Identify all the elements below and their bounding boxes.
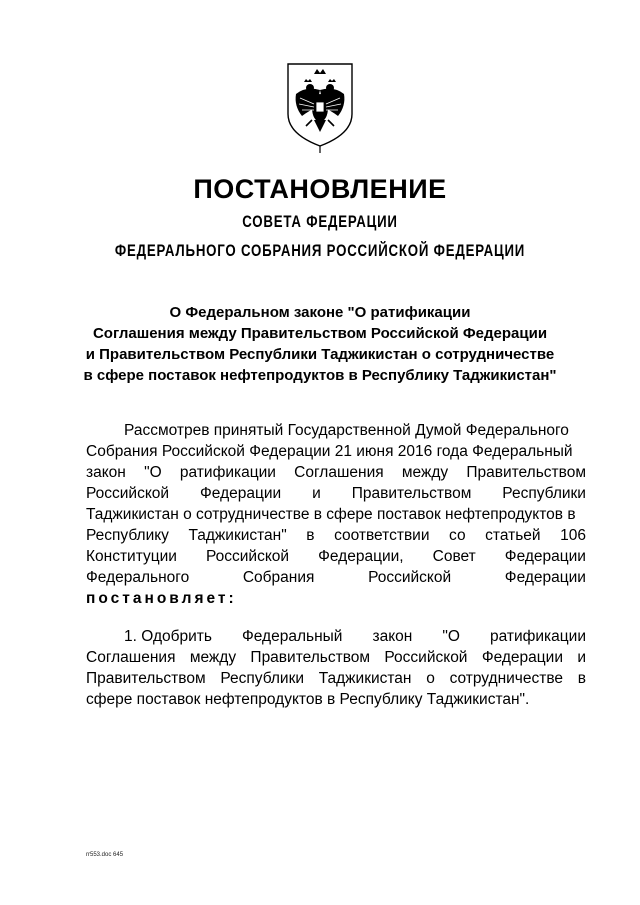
- clause-word: Таджикистан: [318, 670, 412, 687]
- body-word: "О: [144, 464, 162, 481]
- body-word: Собрания: [242, 569, 315, 586]
- clause-word: Республики: [220, 670, 305, 687]
- body-word: Конституции: [86, 548, 177, 565]
- heading-line: и Правительством Республики Таджикистан о сотрудничестве: [85, 346, 555, 363]
- body-word: Федерации,: [318, 548, 404, 565]
- body-word: Таджикистан": [188, 527, 287, 544]
- clause-word: закон: [372, 628, 413, 645]
- clause-word: 1. Одобрить: [124, 628, 212, 645]
- body-line: [86, 462, 586, 483]
- body-word: Правительством: [351, 485, 472, 502]
- document-subtitle-council: СОВЕТА ФЕДЕРАЦИИ: [242, 212, 398, 231]
- body-word: закон: [86, 464, 126, 481]
- body-word: статьей: [485, 527, 541, 544]
- body-text: Собрания Российской Федерации 21 июня 2016 года Федеральный: [86, 443, 573, 460]
- body-line: [86, 504, 586, 525]
- body-line: [86, 441, 586, 462]
- body-line: [86, 483, 586, 504]
- body-word: Соглашения: [294, 464, 384, 481]
- clause-1-paragraph: [86, 626, 586, 710]
- body-word: Российской: [86, 485, 170, 502]
- body-word: Республики: [502, 485, 586, 502]
- body-word: Федерации: [504, 569, 586, 586]
- clause-word: Федерации: [481, 649, 563, 666]
- heading-line: в сфере поставок нефтепродуктов в Республику Таджикистан": [83, 367, 557, 384]
- body-line: [86, 546, 586, 567]
- body-word: Федерального: [86, 569, 190, 586]
- clause-line: [86, 689, 586, 710]
- body-word: Российской: [368, 569, 452, 586]
- clause-word: в: [577, 670, 586, 687]
- body-word: Совет: [432, 548, 476, 565]
- clause-word: и: [577, 649, 586, 666]
- body-line: [86, 420, 586, 441]
- body-word: ратификации: [179, 464, 276, 481]
- body-word: соответствии: [334, 527, 430, 544]
- preamble-paragraph: [86, 420, 586, 609]
- body-text: Рассмотрев принятый Государственной Думой Федерального: [124, 422, 569, 439]
- heading-line: О Федеральном законе "О ратификации: [169, 304, 471, 321]
- document-title: ПОСТАНОВЛЕНИЕ: [193, 174, 447, 204]
- clause-word: сотрудничестве: [449, 670, 564, 687]
- clause-line: [86, 626, 586, 647]
- coat-of-arms-icon: [284, 60, 356, 154]
- clause-word: Российской: [384, 649, 468, 666]
- body-line: [86, 588, 586, 609]
- clause-word: между: [189, 649, 237, 666]
- clause-line: [86, 647, 586, 668]
- document-subtitle-assembly: ФЕДЕРАЛЬНОГО СОБРАНИЯ РОССИЙСКОЙ ФЕДЕРАЦИИ: [114, 241, 526, 260]
- body-word: Российской: [205, 548, 290, 565]
- body-word: в: [306, 527, 315, 544]
- heading-line: Соглашения между Правительством Российской Федерации: [92, 325, 548, 342]
- body-word: со: [449, 527, 466, 544]
- clause-word: "О: [442, 628, 460, 645]
- body-word: Федерации: [504, 548, 586, 565]
- clause-word: о: [426, 670, 435, 687]
- clause-word: Федеральный: [241, 628, 343, 645]
- body-word: Федерации: [200, 485, 282, 502]
- body-word: 106: [560, 527, 586, 544]
- decree-word: постановляет:: [86, 590, 237, 607]
- body-line: [86, 525, 586, 546]
- body-word: Правительством: [466, 464, 586, 481]
- document-code: rr553.doc 645: [86, 852, 124, 858]
- clause-word: Правительством: [250, 649, 371, 666]
- body-word: Республику: [86, 527, 169, 544]
- clause-text: сфере поставок нефтепродуктов в Республику Таджикистан".: [86, 691, 530, 708]
- clause-word: ратификации: [489, 628, 586, 645]
- body-text: Таджикистан о сотрудничестве в сфере поставок нефтепродуктов в: [86, 506, 576, 523]
- clause-word: Правительством: [86, 670, 206, 687]
- body-word: и: [312, 485, 321, 502]
- clause-line: [86, 668, 586, 689]
- body-word: между: [401, 464, 449, 481]
- clause-word: Соглашения: [86, 649, 176, 666]
- resolution-heading: [0, 302, 640, 386]
- body-line: [86, 567, 586, 588]
